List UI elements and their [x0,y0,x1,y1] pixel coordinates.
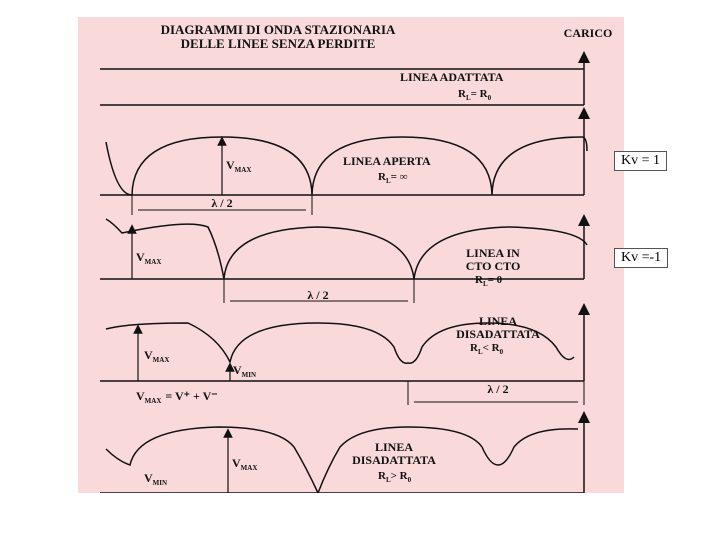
disad-less-vmin-label: $V_{MIN}$ [233,363,257,379]
kv-open-box: Kv = 1 [614,151,667,171]
title-line-1: DIAGRAMMI DI ONDA STAZIONARIA [160,22,396,37]
diagram-panel [78,17,624,493]
disad-less-lambda-label: λ / 2 [487,382,509,396]
disad-greater-wave [106,427,578,493]
disad-less-vmax-label: $V_{MAX}$ [144,348,170,364]
corto-condition: $R_L= 0$ [475,274,503,288]
corto-name-2: CTO CTO [465,259,521,273]
corto-lambda-label: λ / 2 [307,288,329,302]
disad-less-name-1: LINEA [478,314,518,328]
kv-short-box: Kv =-1 [614,248,668,268]
aperta-vmax-label: $V_{MAX}$ [226,158,252,174]
aperta-condition: $R_L=$ ∞ [378,171,408,185]
aperta-lambda-label: λ / 2 [211,196,233,210]
disad-less-condition: $R_L< R_0$ [470,342,504,356]
adattata-name: LINEA ADATTATA [400,70,504,84]
aperta-name: LINEA APERTA [343,154,431,168]
disad-greater-name-1: LINEA [374,440,414,454]
title-line-2: DELLE LINEE SENZA PERDITE [180,36,376,51]
corto-vmax-label: $V_{MAX}$ [136,250,162,266]
standing-wave-diagram [78,17,624,493]
vmax-formula: $V_{MAX} = V^+ + V^-$ [136,389,218,405]
adattata-condition: $R_L= R_0$ [458,88,492,102]
disad-less-name-2: DISADATTATA [456,327,540,341]
disad-greater-vmin-label: $V_{MIN}$ [144,471,168,487]
disad-greater-vmax-label: $V_{MAX}$ [232,456,258,472]
corto-name-1: LINEA IN [466,246,520,260]
disad-greater-name-2: DISADATTATA [352,453,436,467]
disad-greater-condition: $R_L> R_0$ [378,470,412,484]
carico-label: CARICO [563,26,613,40]
